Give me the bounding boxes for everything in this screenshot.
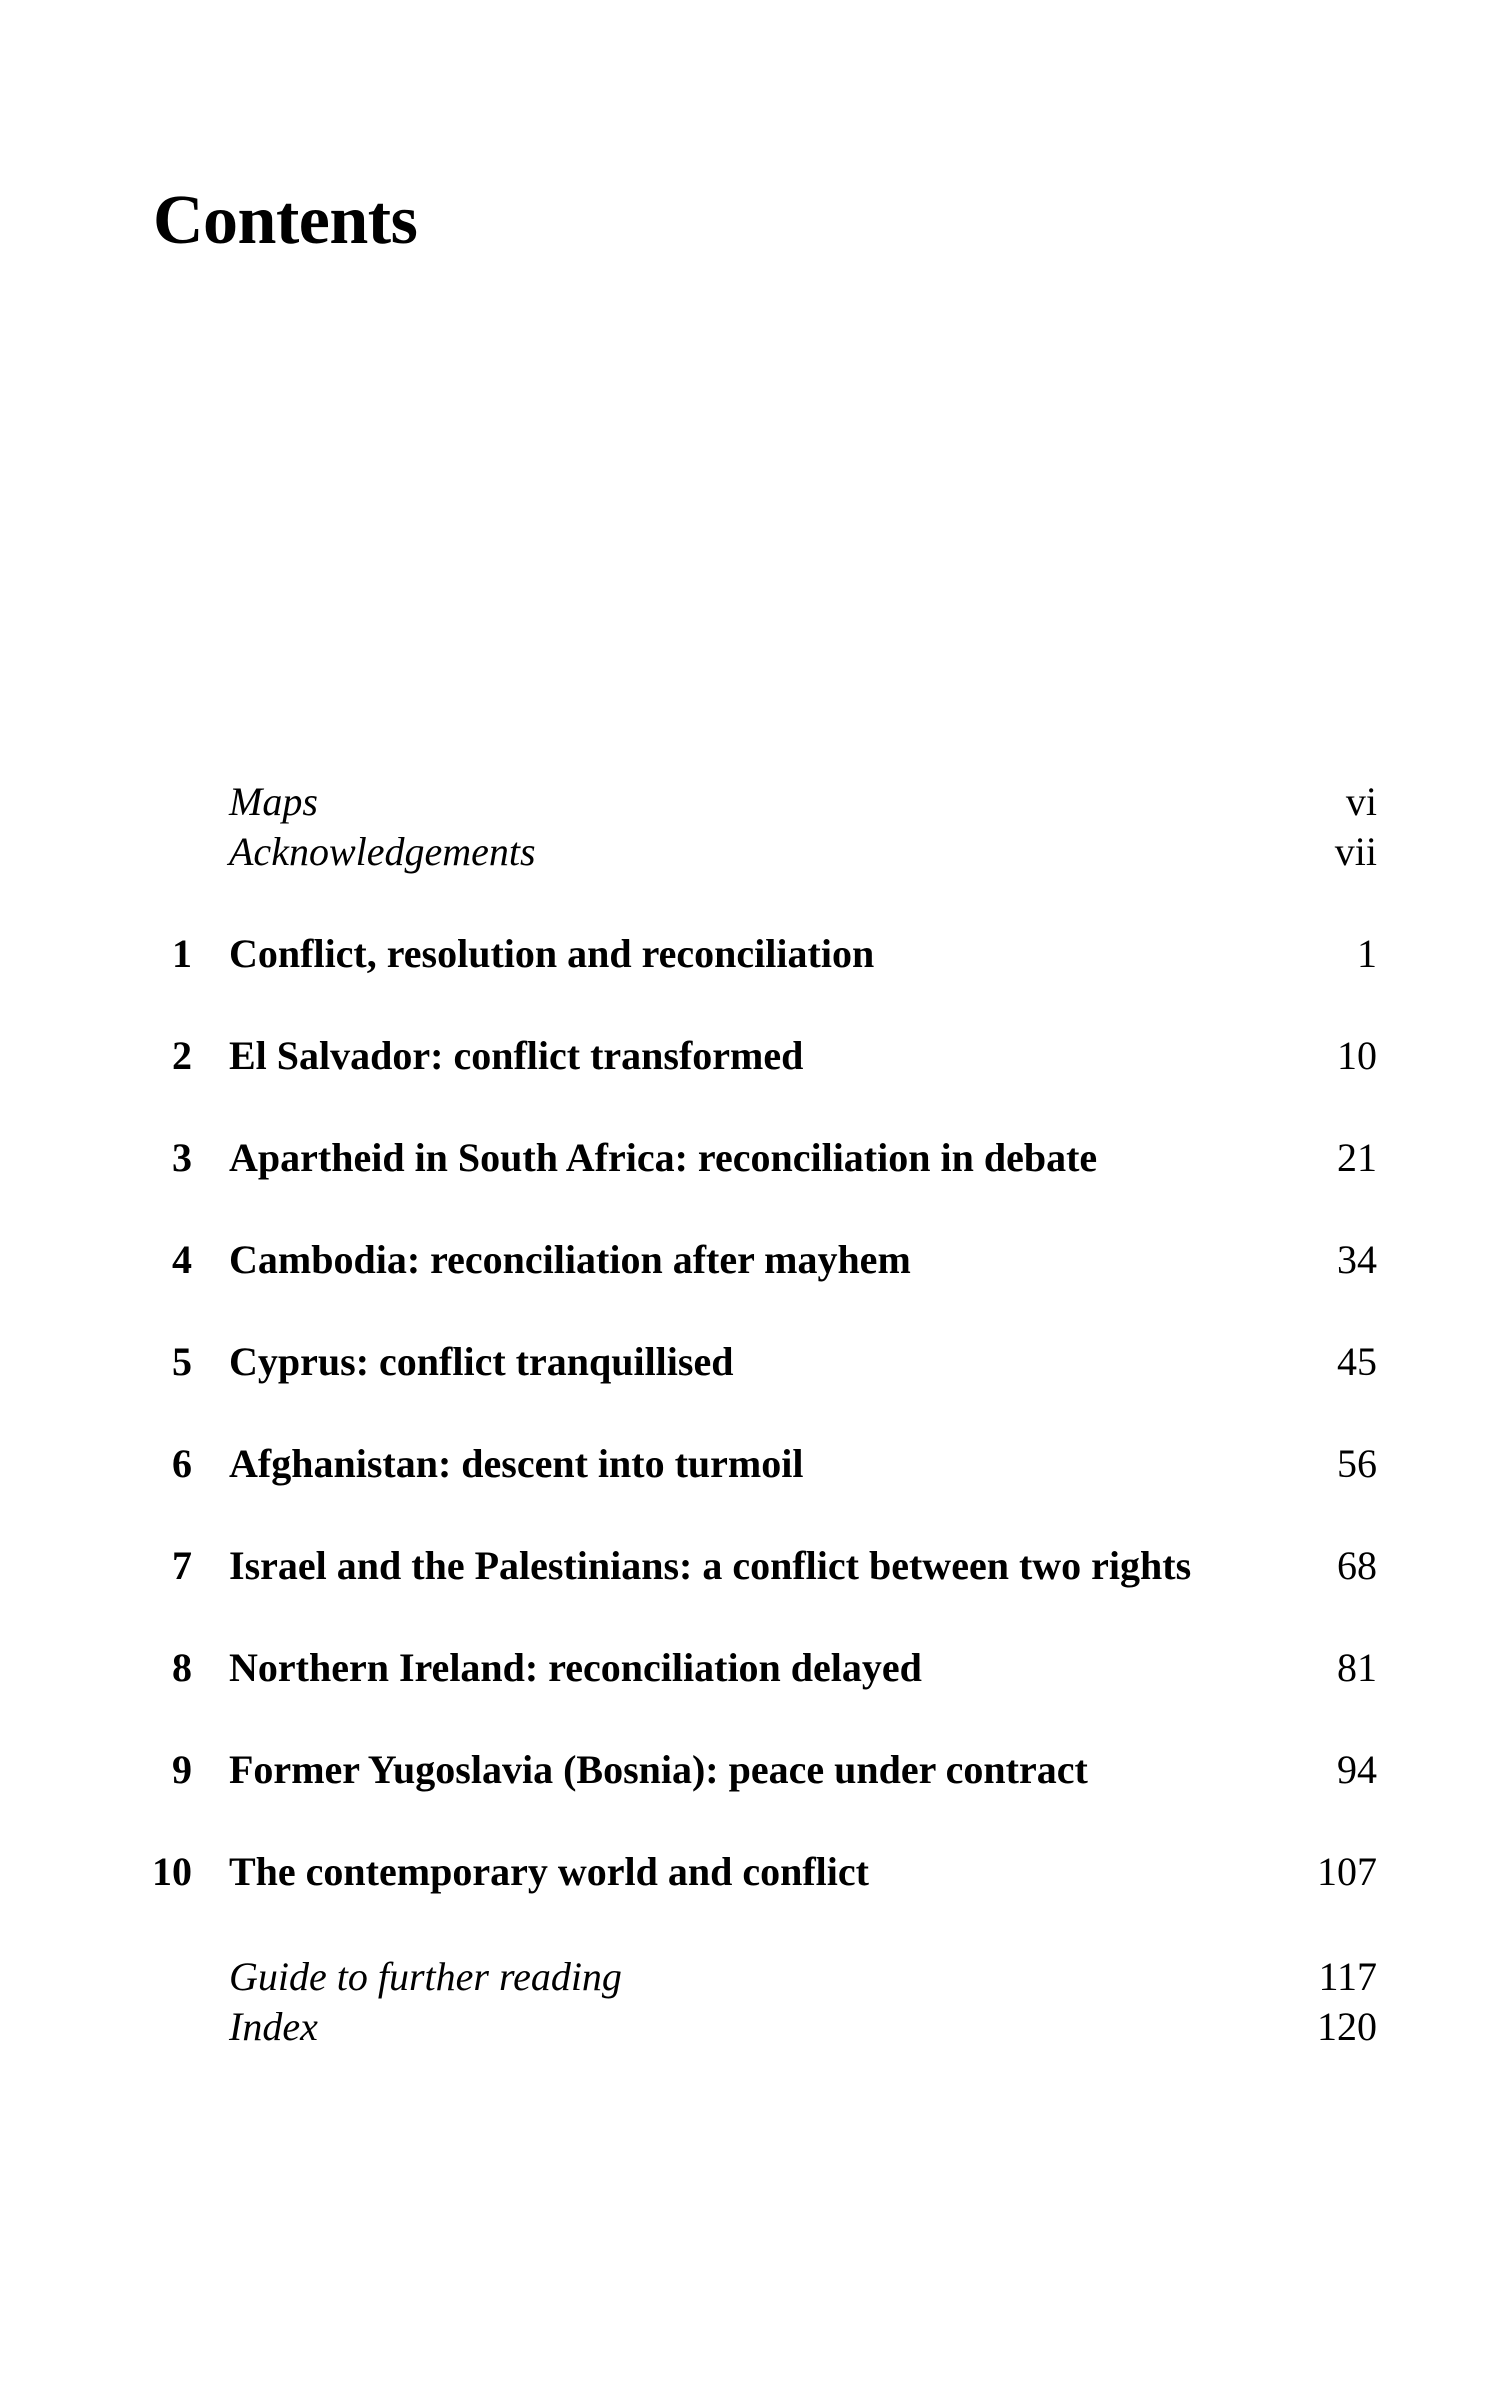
toc-entry-page: 117 <box>1318 1954 1377 1999</box>
toc-chapter-3 <box>0 1133 1500 1183</box>
toc-chapter-5 <box>0 1337 1500 1387</box>
chapter-page: 107 <box>1317 1849 1377 1894</box>
chapter-page: 21 <box>1337 1135 1377 1180</box>
chapter-number: 8 <box>172 1645 192 1690</box>
chapter-title: The contemporary world and conflict <box>229 1849 869 1894</box>
toc-entry-index <box>0 2002 1500 2052</box>
chapter-title: Cyprus: conflict tranquillised <box>229 1339 734 1384</box>
toc-entry-page: vii <box>1334 829 1377 874</box>
chapter-page: 56 <box>1337 1441 1377 1486</box>
chapter-page: 81 <box>1337 1645 1377 1690</box>
chapter-page: 45 <box>1337 1339 1377 1384</box>
chapter-title: Former Yugoslavia (Bosnia): peace under contract <box>229 1747 1088 1792</box>
toc-entry-title: Index <box>229 2004 318 2049</box>
chapter-number: 5 <box>172 1339 192 1384</box>
toc-entry-page: 120 <box>1317 2004 1377 2049</box>
chapter-title: Northern Ireland: reconciliation delayed <box>229 1645 922 1690</box>
toc-chapter-10 <box>0 1847 1500 1897</box>
chapter-title: Afghanistan: descent into turmoil <box>229 1441 804 1486</box>
chapter-title: Conflict, resolution and reconciliation <box>229 931 875 976</box>
chapter-number: 7 <box>172 1543 192 1588</box>
toc-entry-acknowledgements <box>0 827 1500 877</box>
chapter-number: 9 <box>172 1747 192 1792</box>
chapter-number: 4 <box>172 1237 192 1282</box>
chapter-page: 34 <box>1337 1237 1377 1282</box>
toc-chapter-2 <box>0 1031 1500 1081</box>
toc-chapter-9 <box>0 1745 1500 1795</box>
chapter-title: Cambodia: reconciliation after mayhem <box>229 1237 911 1282</box>
chapter-title: Apartheid in South Africa: reconciliation in debate <box>229 1135 1098 1180</box>
chapter-title: Israel and the Palestinians: a conflict between two rights <box>229 1543 1192 1588</box>
chapter-number: 3 <box>172 1135 192 1180</box>
toc-chapter-6 <box>0 1439 1500 1489</box>
toc-chapter-1 <box>0 929 1500 979</box>
chapter-number: 2 <box>172 1033 192 1078</box>
chapter-page: 1 <box>1357 931 1377 976</box>
chapter-page: 68 <box>1337 1543 1377 1588</box>
toc-chapter-8 <box>0 1643 1500 1693</box>
toc-entry-title: Guide to further reading <box>229 1954 622 1999</box>
toc-chapter-7 <box>0 1541 1500 1591</box>
chapter-number: 10 <box>152 1849 192 1894</box>
page-title: Contents <box>153 182 418 259</box>
toc-entry-maps <box>0 777 1500 827</box>
toc-entry-title: Maps <box>229 779 318 824</box>
chapter-page: 94 <box>1337 1747 1377 1792</box>
chapter-number: 6 <box>172 1441 192 1486</box>
toc-entry-further-reading <box>0 1952 1500 2002</box>
toc-entry-page: vi <box>1345 779 1377 824</box>
toc-chapter-4 <box>0 1235 1500 1285</box>
chapter-number: 1 <box>172 931 192 976</box>
chapter-title: El Salvador: conflict transformed <box>229 1033 804 1078</box>
toc-entry-title: Acknowledgements <box>229 829 536 874</box>
chapter-page: 10 <box>1337 1033 1377 1078</box>
